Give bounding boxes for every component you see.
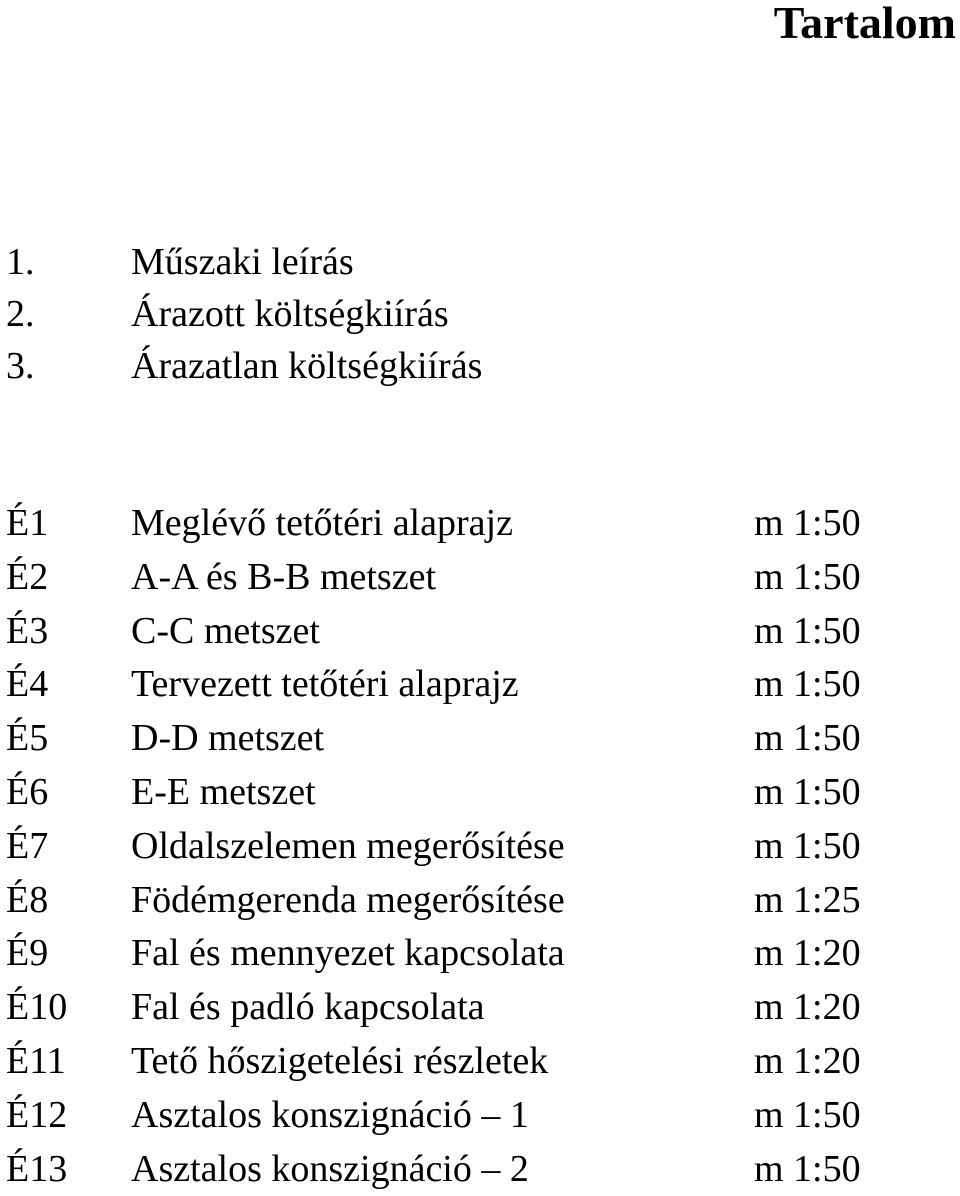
drawing-scale: m 1:20	[754, 1039, 861, 1082]
drawing-code: É7	[6, 824, 49, 867]
drawing-title: Fal és mennyezet kapcsolata	[131, 932, 565, 975]
drawing-row	[6, 981, 954, 1035]
drawing-code: É2	[6, 555, 49, 598]
drawing-row	[6, 712, 954, 766]
drawing-scale: m 1:50	[754, 1147, 861, 1190]
drawing-scale: m 1:50	[754, 717, 861, 760]
drawing-row	[6, 497, 954, 551]
drawing-title: Tervezett tetőtéri alaprajz	[131, 663, 519, 706]
drawing-code: É13	[6, 1147, 68, 1190]
drawing-row	[6, 605, 954, 659]
drawing-title: C-C metszet	[131, 609, 320, 652]
drawing-row	[6, 820, 954, 874]
drawing-code: É3	[6, 609, 49, 652]
drawing-scale: m 1:50	[754, 502, 861, 544]
section-number: 3.	[6, 345, 35, 387]
section-label: Árazott költségkiírás	[131, 293, 449, 335]
drawing-title: Födémgerenda megerősítése	[131, 878, 565, 921]
drawing-list	[6, 497, 954, 1196]
drawing-scale: m 1:50	[754, 609, 861, 652]
section-label: Árazatlan költségkiírás	[131, 345, 483, 387]
drawing-title: Fal és padló kapcsolata	[131, 986, 485, 1029]
drawing-row	[6, 551, 954, 605]
drawing-code: É4	[6, 663, 49, 706]
drawing-scale: m 1:50	[754, 555, 861, 598]
drawing-row	[6, 1089, 954, 1143]
drawing-code: É1	[6, 502, 49, 544]
section-number: 1.	[6, 241, 35, 283]
drawing-row	[6, 658, 954, 712]
drawing-code: É5	[6, 717, 49, 760]
drawing-scale: m 1:20	[754, 932, 861, 975]
drawing-scale: m 1:25	[754, 878, 861, 921]
drawing-title: A-A és B-B metszet	[131, 555, 437, 598]
document-title: Tartalom	[773, 0, 956, 48]
drawing-title: Asztalos konszignáció – 1	[131, 1093, 529, 1136]
drawing-code: É6	[6, 770, 49, 813]
drawing-code: É12	[6, 1093, 68, 1136]
drawing-title: Oldalszelemen megerősítése	[131, 824, 565, 867]
drawing-row	[6, 766, 954, 820]
drawing-scale: m 1:20	[754, 986, 861, 1029]
drawing-title: Meglévő tetőtéri alaprajz	[131, 502, 513, 544]
drawing-row	[6, 1143, 954, 1196]
drawing-scale: m 1:50	[754, 824, 861, 867]
drawing-scale: m 1:50	[754, 1093, 861, 1136]
drawing-title: E-E metszet	[131, 770, 316, 813]
drawing-title: Asztalos konszignáció – 2	[131, 1147, 529, 1190]
drawing-code: É11	[6, 1039, 66, 1082]
drawing-scale: m 1:50	[754, 770, 861, 813]
drawing-code: É10	[6, 986, 68, 1029]
drawing-title: D-D metszet	[131, 717, 325, 760]
section-label: Műszaki leírás	[131, 241, 354, 283]
drawing-row	[6, 874, 954, 928]
drawing-row	[6, 1035, 954, 1089]
drawing-code: É8	[6, 878, 49, 921]
drawing-scale: m 1:50	[754, 663, 861, 706]
section-number: 2.	[6, 293, 35, 335]
drawing-code: É9	[6, 932, 49, 975]
drawing-title: Tető hőszigetelési részletek	[131, 1039, 549, 1082]
drawing-row	[6, 927, 954, 981]
